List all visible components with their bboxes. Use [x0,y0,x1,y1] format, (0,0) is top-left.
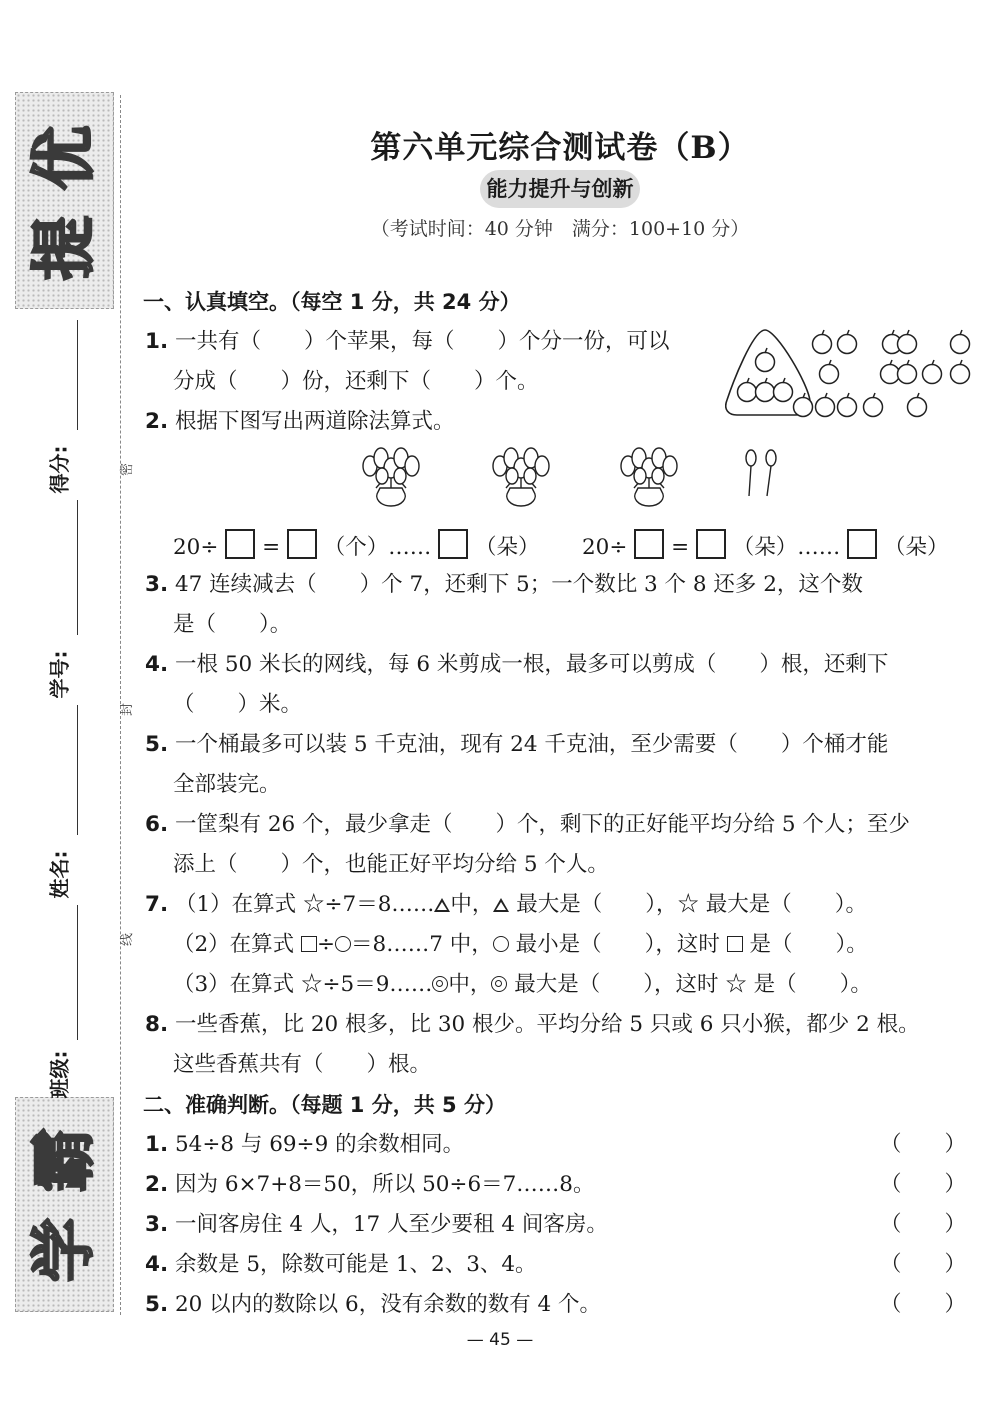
question-number: 7. [145,892,169,917]
judgment-item [145,1170,595,1200]
question-5-line: 全部装完。 [173,772,281,797]
apple-icon [756,353,775,372]
judgment-item [145,1130,464,1160]
question-4-line [145,650,888,680]
question-text: 一些香蕉，比 20 根多，比 30 根少。平均分给 5 只或 6 只小猴，都少 2 根。 [174,1012,920,1037]
brand-char: 优 [27,126,102,190]
exam-info: （考试时间：40 分钟 满分：100+10 分） [370,218,750,240]
question-text: 一根 50 米长的网线，每 6 米剪成一根，最多可以剪成（ ）根，还剩下 [174,652,889,677]
question-7-part-1: 7. （1）在算式 ☆÷7＝8…… 中， 最大是（ ），☆ 最大是（ ）。 [145,892,868,917]
flower-vase [621,448,677,506]
answer-box[interactable] [225,529,255,559]
judgment-text: 54÷8 与 69÷9 的余数相同。 [174,1132,465,1157]
flowers-illustration [340,446,800,508]
flower-vase [363,448,419,506]
apple-icon [951,365,970,384]
apple-icon [881,365,900,384]
question-number: 5. [145,732,169,757]
question-text: 47 连续减去（ ）个 7，还剩下 5；一个数比 3 个 8 还多 2，这个数 [174,572,863,597]
answer-box[interactable] [696,529,726,559]
section-heading: 二、准确判断。（每题 1 分，共 5 分） [143,1093,506,1117]
apple-icon [838,335,857,354]
brand-char: 学 [27,1218,102,1282]
answer-box[interactable] [847,529,877,559]
circle-icon [335,936,351,952]
judgment-answer-blank[interactable]: （ ） [880,1212,967,1237]
question-number: 2. [145,1172,169,1197]
field-line [77,500,78,635]
triangle-icon [493,898,509,912]
loose-flowers [746,450,776,496]
question-7-part-3: （3）在算式 ☆÷5＝9…… 中， 最大是（ ），这时 ☆ 是（ ）。 [173,972,872,997]
question-number: 3. [145,1212,169,1237]
question-4-line: （ ）米。 [173,692,303,717]
circle-icon [493,936,509,952]
level-badge: 能力提升与创新 [480,170,640,208]
question-number: 1. [145,329,169,354]
apple-icon [816,398,835,417]
apple-icon [898,335,917,354]
question-text: 一共有（ ）个苹果，每（ ）个分一份，可以 [174,329,670,354]
field-class-label: 班级: [47,1050,72,1099]
apple-icon [738,383,757,402]
question-number: 5. [145,1292,169,1317]
question-text: 一个桶最多可以装 5 千克油，现有 24 千克油，至少需要（ ）个桶才能 [174,732,889,757]
brand-char: 霸 [27,1128,102,1192]
judgment-text: 余数是 5，除数可能是 1、2、3、4。 [174,1252,537,1277]
question-number: 2. [145,409,169,434]
page-number: — 45 — [466,1330,534,1350]
answer-box[interactable] [287,529,317,559]
question-number: 4. [145,652,169,677]
apple-icon [864,398,883,417]
question-number: 4. [145,1252,169,1277]
apple-icon [838,398,857,417]
question-text: 一筐梨有 26 个，最少拿走（ ）个，剩下的正好能平均分给 5 个人；至少 [174,812,910,837]
judgment-answer-blank[interactable]: （ ） [880,1132,967,1157]
judgment-text: 因为 6×7+8＝50，所以 50÷6＝7……8。 [174,1172,595,1197]
brand-char: 提 [27,216,102,280]
judgment-answer-blank[interactable]: （ ） [880,1292,967,1317]
flower-vase [493,448,549,506]
triangle-icon [434,898,450,912]
question-number: 3. [145,572,169,597]
question-number: 1. [145,1132,169,1157]
question-6-line [145,810,910,840]
answer-box[interactable] [438,529,468,559]
seal-mark: 密 [120,462,136,477]
question-number: 6. [145,812,169,837]
question-1-line: 分成（ ）份，还剩下（ ）个。 [173,369,539,394]
section-heading: 一、认真填空。（每空 1 分，共 24 分） [143,290,521,314]
question-6-line: 添上（ ）个，也能正好平均分给 5 个人。 [173,852,609,877]
question-7-part-2: （2）在算式 ÷ ＝8……7 中， 最小是（ ），这时 是（ ）。 [173,932,868,957]
judgment-item [145,1210,608,1240]
field-line [77,705,78,835]
question-3-line: 是（ ）。 [173,612,292,637]
double-circle-icon [432,976,448,992]
question-8-line [145,1010,920,1040]
question-5-line [145,730,888,760]
answer-box[interactable] [634,529,664,559]
question-text: 根据下图写出两道除法算式。 [174,409,455,434]
question-number: 8. [145,1012,169,1037]
seal-mark: 封 [120,702,136,717]
field-line [77,905,78,1040]
apple-icon [898,365,917,384]
question-3-line [145,570,863,600]
apple-icon [774,383,793,402]
question-8-line: 这些香蕉共有（ ）根。 [173,1052,432,1077]
field-id-label: 学号: [47,650,72,699]
judgment-text: 20 以内的数除以 6，没有余数的数有 4 个。 [174,1292,602,1317]
page-title: 第六单元综合测试卷（B） [370,130,750,166]
apples-illustration [725,322,975,427]
brand-box-bottom [15,1097,114,1312]
judgment-text: 一间客房住 4 人，17 人至少要租 4 间客房。 [174,1212,608,1237]
apple-icon [908,398,927,417]
double-circle-icon [491,976,507,992]
apple-icon [923,365,942,384]
judgment-answer-blank[interactable]: （ ） [880,1252,967,1277]
square-icon [301,936,317,952]
apple-icon [813,335,832,354]
brand-box-top [15,92,114,309]
field-name-label: 姓名: [47,850,72,899]
apple-icon [794,398,813,417]
division-equation-1: 20÷ = （个）…… （朵） [173,529,539,563]
judgment-answer-blank[interactable]: （ ） [880,1172,967,1197]
field-score-label: 得分: [47,445,72,494]
square-icon [727,936,743,952]
apple-icon [820,365,839,384]
question-1-line [145,327,670,357]
division-equation-2: 20÷ = （朵）…… （朵） [582,529,948,563]
field-line [77,320,78,430]
judgment-item [145,1290,601,1320]
seal-mark: 线 [120,932,136,947]
apple-icon [951,335,970,354]
apple-icon [756,383,775,402]
question-2-line [145,407,455,437]
judgment-item [145,1250,537,1280]
